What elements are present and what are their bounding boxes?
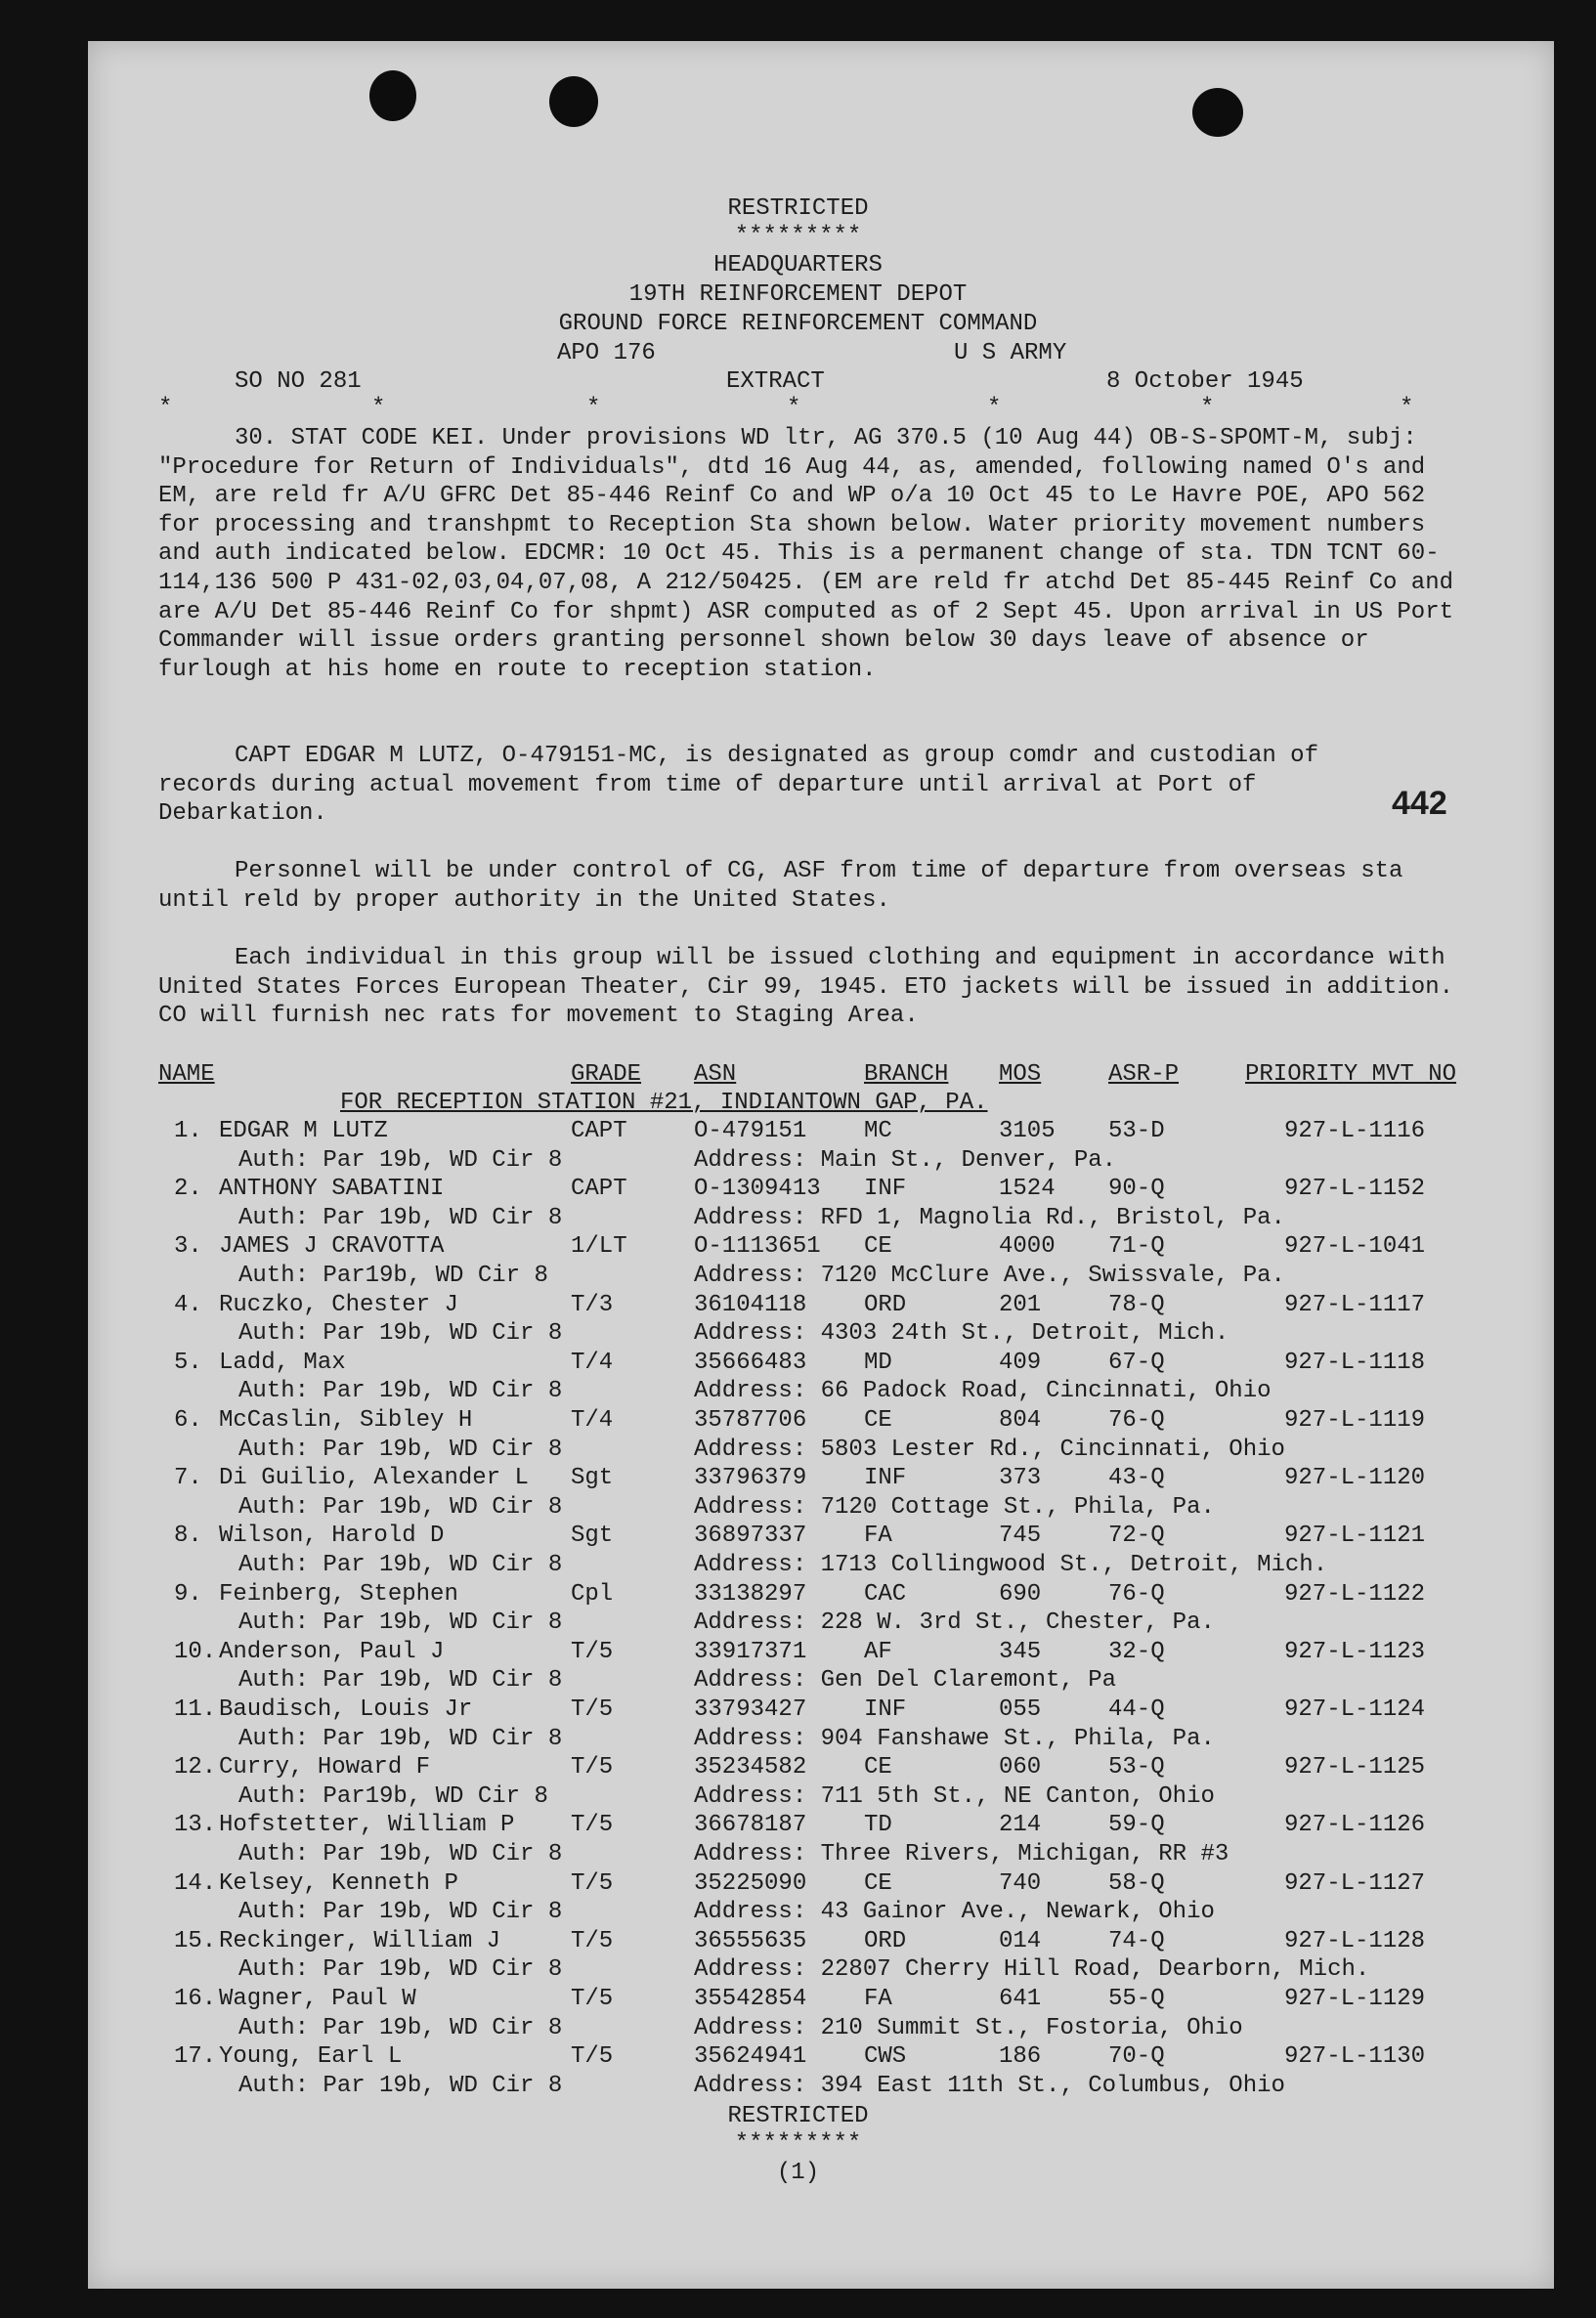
col-header-mos: MOS [999,1061,1042,1088]
member-authority: Auth: Par 19b, WD Cir 8 [238,1204,563,1231]
member-grade: T/5 [571,1696,614,1723]
member-mos: 373 [999,1465,1042,1492]
col-header-branch: BRANCH [864,1061,949,1088]
member-branch: CE [864,1869,892,1897]
separator-asterisk: * [1400,395,1414,421]
member-branch: CE [864,1754,892,1781]
member-asr-p: 72-Q [1108,1523,1165,1550]
member-name: Wilson, Harold D [219,1523,445,1550]
member-authority: Auth: Par 19b, WD Cir 8 [238,1667,563,1695]
member-grade: T/5 [571,1927,614,1954]
member-priority-mvt-no: 927-L-1128 [1284,1927,1426,1954]
member-authority: Auth: Par 19b, WD Cir 8 [238,1378,563,1405]
member-branch: CWS [864,2043,907,2071]
member-name: Ladd, Max [219,1349,346,1376]
member-authority: Auth: Par19b, WD Cir 8 [238,1263,548,1289]
member-priority-mvt-no: 927-L-1119 [1284,1407,1426,1434]
member-authority: Auth: Par 19b, WD Cir 8 [238,1493,563,1521]
separator-asterisk: * [586,395,601,421]
member-asn: 36678187 [694,1812,807,1839]
member-grade: 1/LT [571,1233,627,1261]
member-address: Address: 7120 Cottage St., Phila, Pa. [694,1493,1215,1521]
member-branch: FA [864,1523,892,1550]
col-header-asn: ASN [694,1061,737,1088]
member-grade: Cpl [571,1580,614,1608]
row-number: 5. [174,1349,202,1376]
depot-title: 19TH REINFORCEMENT DEPOT [628,281,968,308]
member-branch: CE [864,1233,892,1261]
member-address: Address: 4303 24th St., Detroit, Mich. [694,1320,1229,1348]
member-asn: O-1309413 [694,1176,821,1203]
member-grade: T/4 [571,1349,614,1376]
member-priority-mvt-no: 927-L-1125 [1284,1754,1426,1781]
member-mos: 690 [999,1580,1042,1608]
member-authority: Auth: Par19b, WD Cir 8 [238,1782,548,1810]
member-address: Address: Three Rivers, Michigan, RR #3 [694,1841,1229,1867]
member-branch: MD [864,1349,892,1376]
member-authority: Auth: Par 19b, WD Cir 8 [238,1610,563,1637]
row-number: 2. [174,1176,202,1203]
member-authority: Auth: Par 19b, WD Cir 8 [238,1899,563,1926]
member-grade: T/5 [571,1638,614,1665]
member-asn: 36104118 [694,1291,807,1318]
member-asn: 35787706 [694,1407,807,1434]
member-mos: 060 [999,1754,1042,1781]
member-asr-p: 67-Q [1108,1349,1165,1376]
member-name: EDGAR M LUTZ [219,1118,388,1144]
reception-station-heading: FOR RECEPTION STATION #21, INDIANTOWN GAP, PA. [340,1090,988,1116]
member-address: Address: 22807 Cherry Hill Road, Dearborn, Mich. [694,1956,1370,1984]
row-number: 3. [174,1233,202,1261]
member-name: Kelsey, Kenneth P [219,1869,458,1897]
member-authority: Auth: Par 19b, WD Cir 8 [238,1320,563,1348]
member-priority-mvt-no: 927-L-1121 [1284,1523,1426,1550]
member-asr-p: 58-Q [1108,1869,1165,1897]
member-asr-p: 32-Q [1108,1638,1165,1665]
member-branch: CAC [864,1580,907,1608]
member-address: Address: RFD 1, Magnolia Rd., Bristol, Pa. [694,1204,1285,1231]
paragraph-group-commander: CAPT EDGAR M LUTZ, O-479151-MC, is designated as group comdr and custodian of records during actual movement from time of departure until arrival at Port of Debarkation. [158,743,1318,828]
member-asr-p: 59-Q [1108,1812,1165,1839]
member-grade: T/5 [571,1869,614,1897]
paragraph-personnel-control: Personnel will be under control of CG, ASF from time of departure from overseas sta until reld by proper authority in the United States. [158,858,1403,914]
member-asn: O-1113651 [694,1233,821,1261]
member-mos: 345 [999,1638,1042,1665]
member-address: Address: 7120 McClure Ave., Swissvale, Pa. [694,1263,1285,1289]
member-asr-p: 70-Q [1108,2043,1165,2071]
member-priority-mvt-no: 927-L-1118 [1284,1349,1426,1376]
separator-asterisk: * [158,395,173,421]
member-grade: Sgt [571,1465,614,1492]
member-address: Address: Main St., Denver, Pa. [694,1146,1117,1174]
member-branch: MC [864,1118,892,1144]
member-branch: CE [864,1407,892,1434]
order-date: 8 October 1945 [1106,368,1304,395]
member-asr-p: 53-Q [1108,1754,1165,1781]
member-mos: 745 [999,1523,1042,1550]
member-priority-mvt-no: 927-L-1126 [1284,1812,1426,1839]
member-name: Reckinger, William J [219,1927,501,1954]
member-branch: INF [864,1176,907,1203]
member-asr-p: 76-Q [1108,1580,1165,1608]
member-asr-p: 55-Q [1108,1986,1165,2012]
row-number: 7. [174,1465,202,1492]
punch-hole [1192,88,1243,137]
member-priority-mvt-no: 927-L-1117 [1284,1291,1426,1318]
headquarters-title: HEADQUARTERS [713,252,883,279]
row-number: 15. [174,1927,217,1954]
member-name: JAMES J CRAVOTTA [219,1233,445,1261]
row-number: 1. [174,1118,202,1144]
row-number: 14. [174,1869,217,1897]
member-authority: Auth: Par 19b, WD Cir 8 [238,1436,563,1463]
member-branch: TD [864,1812,892,1839]
punch-hole [549,76,598,127]
member-name: Curry, Howard F [219,1754,431,1781]
member-asn: 35666483 [694,1349,807,1376]
member-mos: 641 [999,1986,1042,2012]
member-priority-mvt-no: 927-L-1123 [1284,1638,1426,1665]
member-branch: FA [864,1986,892,2012]
member-branch: INF [864,1696,907,1723]
member-name: McCaslin, Sibley H [219,1407,473,1434]
row-number: 10. [174,1638,217,1665]
row-number: 4. [174,1291,202,1318]
member-asr-p: 53-D [1108,1118,1165,1144]
army-label: U S ARMY [954,340,1067,366]
command-title: GROUND FORCE REINFORCEMENT COMMAND [558,311,1038,337]
member-branch: INF [864,1465,907,1492]
member-address: Address: 711 5th St., NE Canton, Ohio [694,1782,1215,1810]
member-priority-mvt-no: 927-L-1120 [1284,1465,1426,1492]
member-mos: 055 [999,1696,1042,1723]
member-authority: Auth: Par 19b, WD Cir 8 [238,1956,563,1984]
member-priority-mvt-no: 927-L-1127 [1284,1869,1426,1897]
extract-label: EXTRACT [726,368,825,395]
member-mos: 201 [999,1291,1042,1318]
member-authority: Auth: Par 19b, WD Cir 8 [238,1146,563,1174]
member-asn: 35225090 [694,1869,807,1897]
member-asr-p: 76-Q [1108,1407,1165,1434]
member-asn: 35624941 [694,2043,807,2071]
member-address: Address: Gen Del Claremont, Pa [694,1667,1117,1695]
member-grade: T/3 [571,1291,614,1318]
member-authority: Auth: Par 19b, WD Cir 8 [238,1552,563,1578]
row-number: 9. [174,1580,202,1608]
member-grade: CAPT [571,1176,627,1203]
member-address: Address: 904 Fanshawe St., Phila, Pa. [694,1725,1215,1752]
member-authority: Auth: Par 19b, WD Cir 8 [238,1841,563,1867]
row-number: 6. [174,1407,202,1434]
member-branch: ORD [864,1291,907,1318]
member-address: Address: 228 W. 3rd St., Chester, Pa. [694,1610,1215,1637]
paragraph-30: 30. STAT CODE KEI. Under provisions WD ltr, AG 370.5 (10 Aug 44) OB-S-SPOMT-M, subj: "Procedure for Return of Individuals", dtd 16 Aug 44, as, amended, following named O's and EM, are reld fr A/U GFRC Det 85-446 Reinf Co and WP o/a 10 Oct 45 to Le Havre POE, APO 562 for processing and transhpmt to Reception Sta shown below. Water priority movement numbers and auth indicated below. EDCMR: 10 Oct 45. This is a permanent change of sta. TDN TCNT 60-114,136 500 P 431-02,03,04,07,08, A 212/50425. (EM are reld fr atchd Det 85-445 Reinf Co and are A/U Det 85-446 Reinf Co for shpmt) ASR computed as of 2 Sept 45. Upon arrival in US Port Commander will issue orders granting personnel shown below 30 days leave of absence or furlough at his home en route to reception station. [158,425,1454,683]
separator-asterisk: * [371,395,386,421]
separator-asterisk: * [787,395,801,421]
member-address: Address: 43 Gainor Ave., Newark, Ohio [694,1899,1215,1926]
member-asn: 36555635 [694,1927,807,1954]
row-number: 8. [174,1523,202,1550]
paragraph-clothing: Each individual in this group will be issued clothing and equipment in accordance with United States Forces European Theater, Cir 99, 1945. ETO jackets will be issued in addition. CO will furnish nec rats for movement to Staging Area. [158,945,1454,1030]
member-name: ANTHONY SABATINI [219,1176,445,1203]
member-priority-mvt-no: 927-L-1129 [1284,1986,1426,2012]
member-mos: 740 [999,1869,1042,1897]
member-asn: O-479151 [694,1118,807,1144]
member-mos: 186 [999,2043,1042,2071]
restricted-header: RESTRICTED [727,195,869,222]
member-priority-mvt-no: 927-L-1122 [1284,1580,1426,1608]
member-asr-p: 43-Q [1108,1465,1165,1492]
member-address: Address: 210 Summit St., Fostoria, Ohio [694,2014,1243,2041]
member-asr-p: 71-Q [1108,1233,1165,1261]
col-header-asr-p: ASR-P [1108,1061,1180,1088]
member-asn: 36897337 [694,1523,807,1550]
member-asr-p: 74-Q [1108,1927,1165,1954]
member-mos: 014 [999,1927,1042,1954]
member-asn: 33917371 [694,1638,807,1665]
separator-asterisk: * [1200,395,1215,421]
member-address: Address: 394 East 11th St., Columbus, Ohio [694,2072,1285,2099]
row-number: 17. [174,2043,217,2071]
member-name: Di Guilio, Alexander L [219,1465,529,1492]
row-number: 16. [174,1986,217,2012]
member-asn: 35542854 [694,1986,807,2012]
member-authority: Auth: Par 19b, WD Cir 8 [238,1725,563,1752]
member-asr-p: 90-Q [1108,1176,1165,1203]
member-grade: T/5 [571,1986,614,2012]
member-grade: CAPT [571,1118,627,1144]
row-number: 11. [174,1696,217,1723]
member-name: Hofstetter, William P [219,1812,515,1839]
member-name: Anderson, Paul J [219,1638,445,1665]
member-address: Address: 1713 Collingwood St., Detroit, Mich. [694,1552,1328,1578]
member-grade: T/5 [571,2043,614,2071]
member-asn: 35234582 [694,1754,807,1781]
col-header-priority: PRIORITY MVT NO [1245,1061,1457,1088]
apo-number: APO 176 [557,340,656,366]
row-number: 13. [174,1812,217,1839]
page-number: (1) [776,2160,820,2186]
member-address: Address: 5803 Lester Rd., Cincinnati, Ohio [694,1436,1285,1463]
page-stamp-number: 442 [1392,785,1447,822]
restricted-footer: RESTRICTED [727,2103,869,2129]
member-asn: 33793427 [694,1696,807,1723]
member-mos: 409 [999,1349,1042,1376]
member-mos: 4000 [999,1233,1056,1261]
footer-stars: ********* [734,2130,862,2157]
member-priority-mvt-no: 927-L-1124 [1284,1696,1426,1723]
punch-hole [369,70,416,121]
member-priority-mvt-no: 927-L-1130 [1284,2043,1426,2071]
member-mos: 1524 [999,1176,1056,1203]
member-asr-p: 78-Q [1108,1291,1165,1318]
member-mos: 804 [999,1407,1042,1434]
member-address: Address: 66 Padock Road, Cincinnati, Ohio [694,1378,1272,1405]
member-name: Feinberg, Stephen [219,1580,458,1608]
separator-asterisk: * [987,395,1002,421]
member-name: Ruczko, Chester J [219,1291,458,1318]
member-name: Young, Earl L [219,2043,403,2071]
header-stars: ********* [734,223,862,249]
member-authority: Auth: Par 19b, WD Cir 8 [238,2014,563,2041]
col-header-name: NAME [158,1061,215,1088]
member-grade: T/5 [571,1754,614,1781]
row-number: 12. [174,1754,217,1781]
special-order-number: SO NO 281 [235,368,362,395]
member-priority-mvt-no: 927-L-1041 [1284,1233,1426,1261]
member-asn: 33138297 [694,1580,807,1608]
member-mos: 214 [999,1812,1042,1839]
member-mos: 3105 [999,1118,1056,1144]
member-grade: Sgt [571,1523,614,1550]
member-branch: AF [864,1638,892,1665]
member-asn: 33796379 [694,1465,807,1492]
member-grade: T/5 [571,1812,614,1839]
member-priority-mvt-no: 927-L-1152 [1284,1176,1426,1203]
member-name: Baudisch, Louis Jr [219,1696,473,1723]
member-grade: T/4 [571,1407,614,1434]
member-authority: Auth: Par 19b, WD Cir 8 [238,2072,563,2099]
member-branch: ORD [864,1927,907,1954]
member-priority-mvt-no: 927-L-1116 [1284,1118,1426,1144]
col-header-grade: GRADE [571,1061,642,1088]
member-name: Wagner, Paul W [219,1986,416,2012]
member-asr-p: 44-Q [1108,1696,1165,1723]
